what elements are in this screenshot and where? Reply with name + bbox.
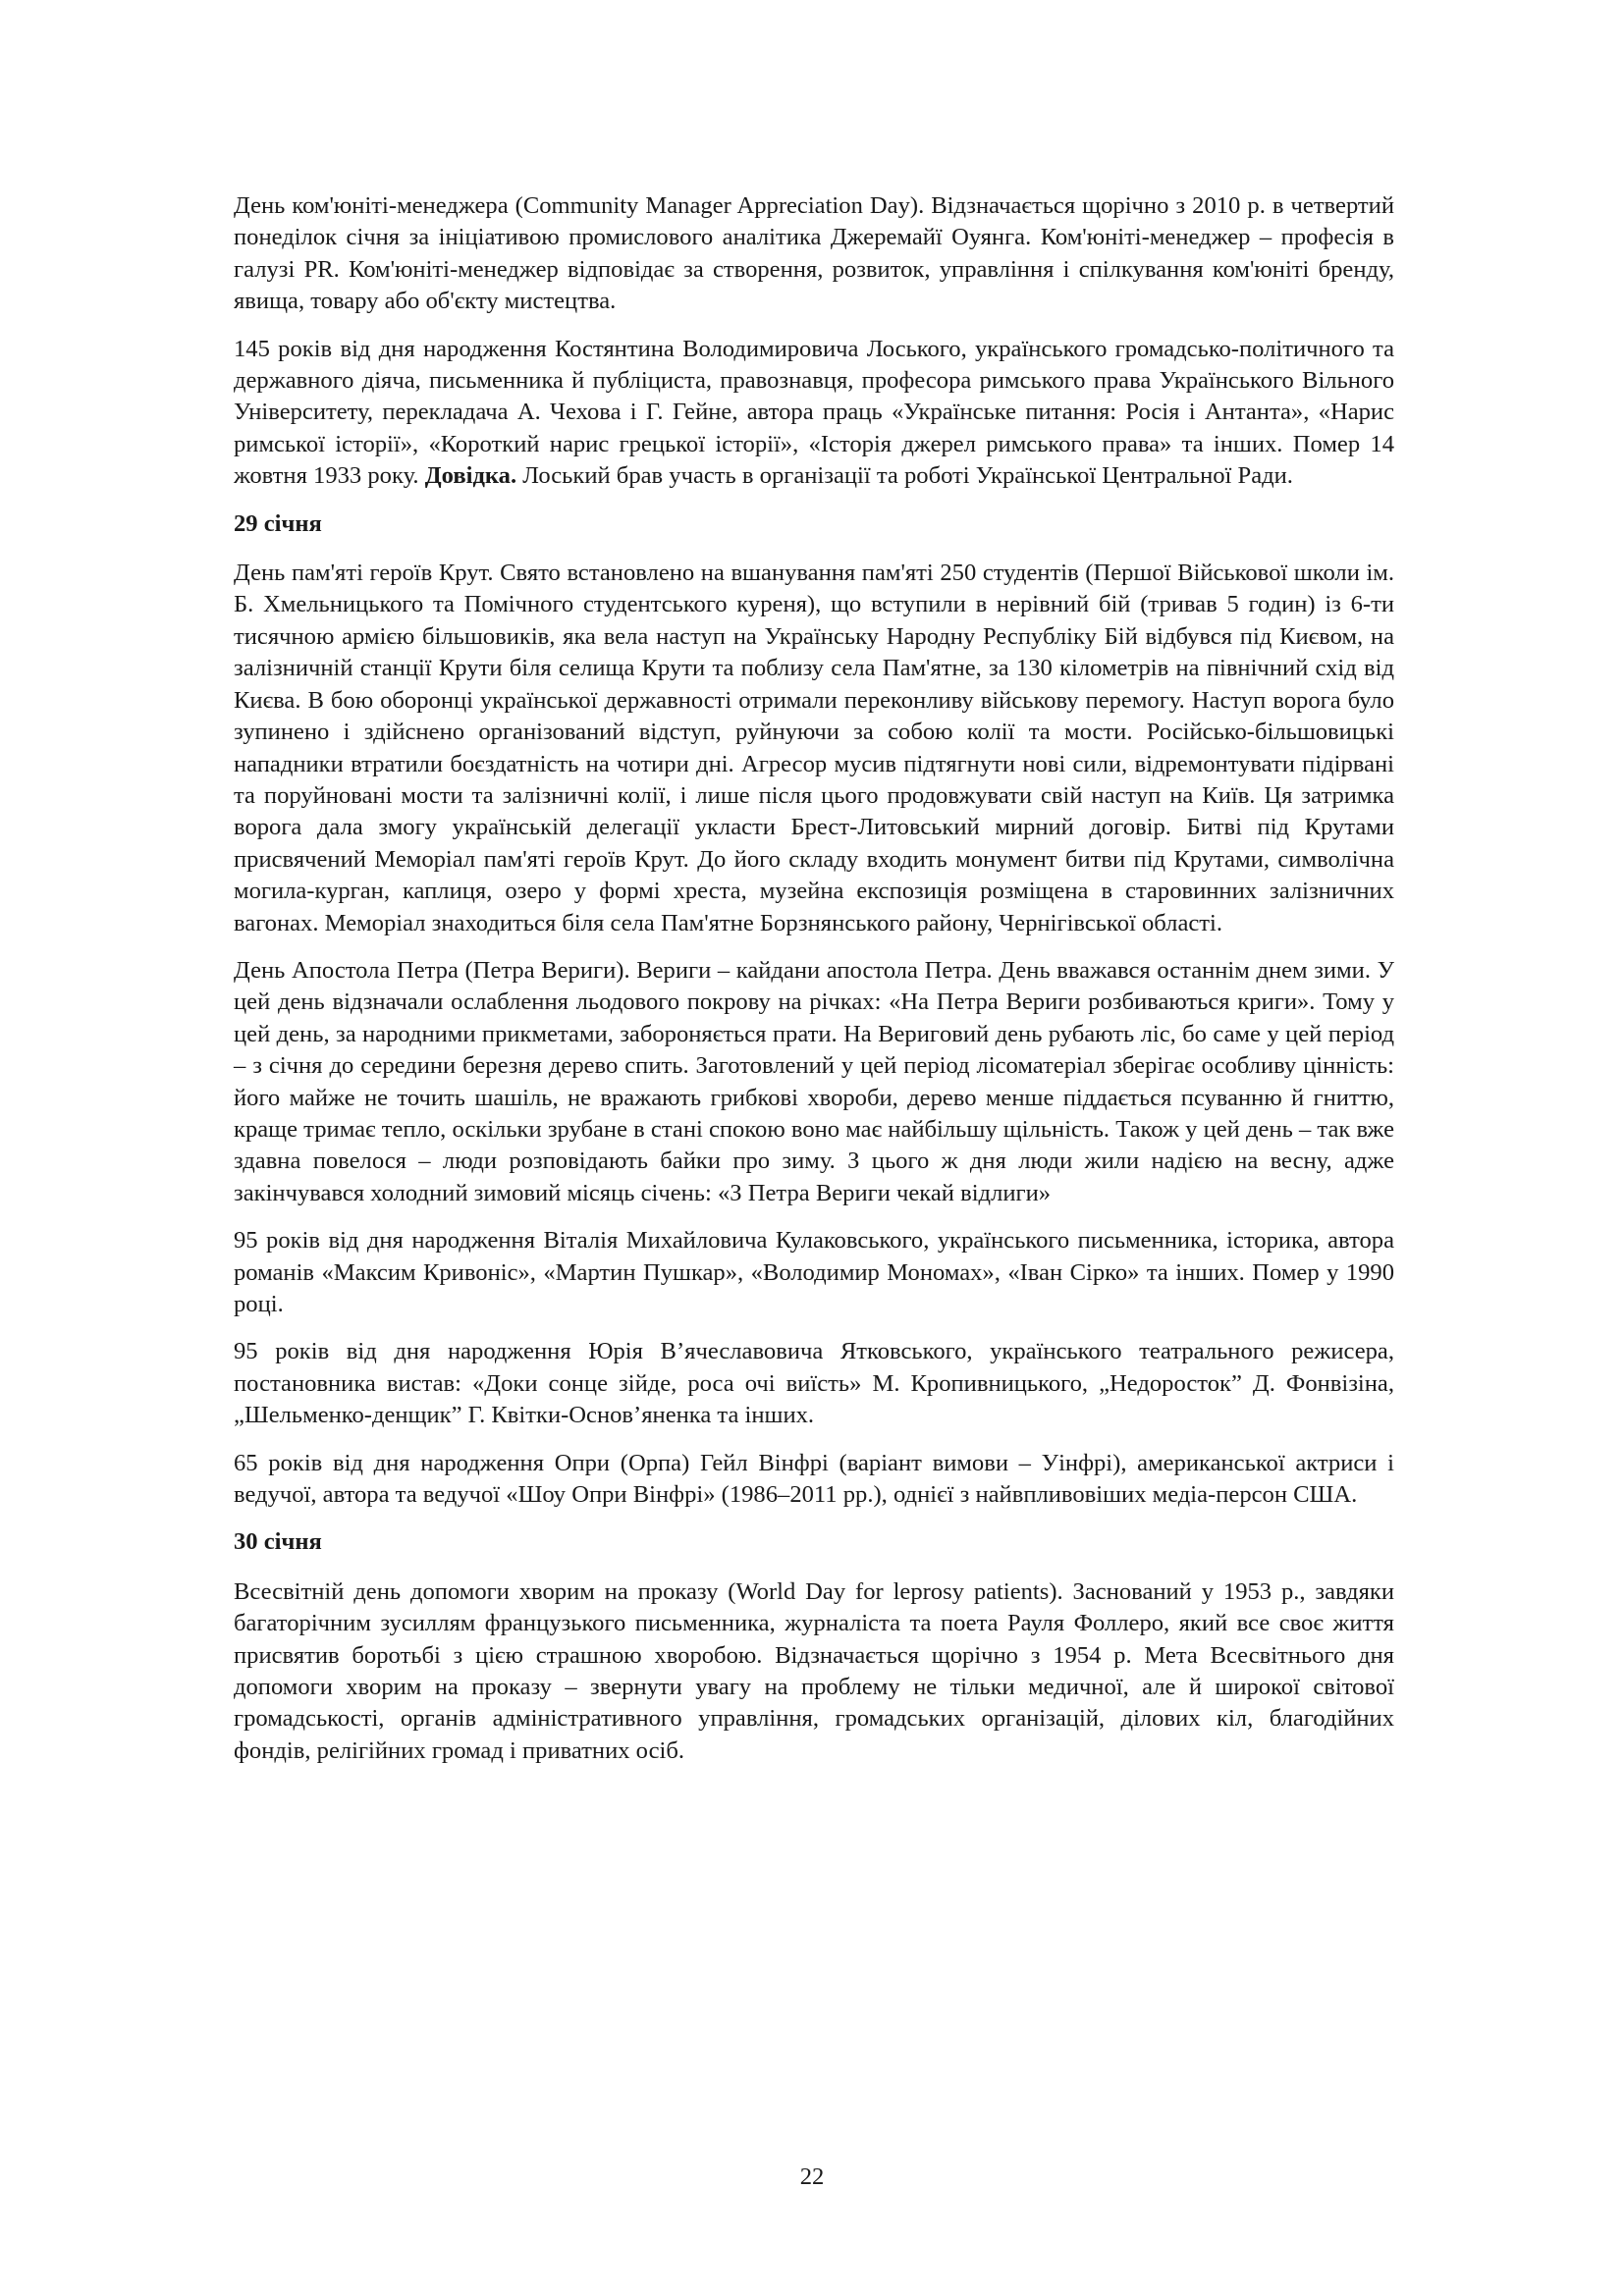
paragraph-kruty-heroes-day: День пам'яті героїв Крут. Свято встановлено на вшанування пам'яті 250 студентів (Першої Військової школи ім. Б. Хмельницького та Помічного студентського куреня), що вступили в нерівний бій (тривав 5 годин) із 6-ти тисячною армією більшовиків, яка вела наступ на Українську Народну Республіку Бій відбувся під Києвом, на залізничній станції Крути біля селища Крути та поблизу села Пам'ятне, за 130 кілометрів на північний схід від Києва. В бою оборонці української державності отримали переконливу військову перемогу. Наступ ворога було зупинено і здійснено організований відступ, руйнуючи за собою колії та мости. Російсько-більшовицькі нападники втратили боєздатність на чотири дні. Агресор мусив підтягнути нові сили, відремонтувати підірвані та поруйновані мости та залізничні колії, і лише після цього продовжувати свій наступ на Київ. Ця затримка ворога дала змогу українській делегації укласти Брест-Литовський мирний договір. Битві під Крутами присвячений Меморіал пам'яті героїв Крут. До його складу входить монумент битви під Крутами, символічна могила-курган, каплиця, озеро у формі хреста, музейна експозиція розміщена в старовинних залізничних вагонах. Меморіал знаходиться біля села Пам'ятне Борзнянського району, Чернігівської області. <box>234 560 1394 936</box>
section-january-30 <box>234 1526 1394 1767</box>
losky-text: 145 років від дня народження Костянтина Володимировича Лоського, українського громадсько-політичного та державного діяча, письменника й публіциста, правознавця, професора римського права Українського Вільного Університету, перекладача А. Чехова і Г. Гейне, автора праць «Українське питання: Росія і Антанта», «Нарис римської історії», «Короткий нарис грецької історії», «Історія джерел римського права» та інших. Помер 14 жовтня 1933 року. <box>234 335 1394 490</box>
date-heading-january-30: 30 січня <box>234 1528 322 1556</box>
paragraph-community-manager-day: День ком'юніті-менеджера (Community Manager Appreciation Day). Відзначається щорічно з 2010 р. в четвертий понеділок січня за ініціативою промислового аналітика Джеремайї Оуянга. Ком'юніті-менеджер – професія в галузі PR. Ком'юніті-менеджер відповідає за створення, розвиток, управління і спілкування ком'юніті бренду, явища, товару або об'єкту мистецтва. <box>234 192 1394 315</box>
paragraph-losky <box>234 334 1394 493</box>
losky-reference-text: Лоський брав участь в організації та роботі Української Центральної Ради. <box>516 462 1293 490</box>
paragraph-apostle-peter-day: День Апостола Петра (Петра Вериги). Вериги – кайдани апостола Петра. День вважався останнім днем зими. У цей день відзначали ослаблення льодового покрову на річках: «На Петра Вериги розбиваються криги». Тому у цей день, за народними прикметами, забороняється прати. На Веригoвий день рубають ліс, бо саме у цей період – з січня до середини березня дерево спить. Заготовлений у цей період лісоматеріал зберігає особливу цінність: його майже не точить шашіль, не вражають грибкові хвороби, дерево менше піддається псуванню й гниттю, краще тримає тепло, оскільки зрубане в стані спокою воно має найбільшу щільність. Також у цей день – так вже здавна повелося – люди розповідають байки про зиму. З цього ж дня люди жили надією на весну, адже закінчувався холодний зимовий місяць січень: «З Петра Вериги чекай відлиги» <box>234 956 1394 1206</box>
page-number: 22 <box>799 2163 825 2190</box>
losky-reference-label: Довідка. <box>424 462 517 490</box>
paragraph-yatkovsky: 95 років від дня народження Юрія В’ячеславовича Ятковського, українського театрального режисера, постановника вистав: «Доки сонце зійде, роса очі виїсть» М. Кропивницького, „Недоросток” Д. Фонвізіна, „Шельменко-денщик” Г. Квітки-Основ’яненка та інших. <box>234 1338 1394 1429</box>
date-heading-january-29: 29 січня <box>234 509 322 537</box>
paragraph-oprah-winfrey: 65 років від дня народження Опри (Орпа) Гейл Вінфрі (варіант вимови – Уінфрі), американської актриси і ведучої, автора та ведучої «Шоу Опри Вінфрі» (1986–2011 рр.), однієї з найвпливовіших медіа-персон США. <box>234 1449 1394 1509</box>
section-january-29 <box>234 508 1394 1512</box>
paragraph-leprosy-day: Всесвітній день допомоги хворим на проказу (World Day for leprosy patients). Заснований у 1953 р., завдяки багаторічним зусиллям французького письменника, журналіста та поета Рауля Фоллеро, який все своє життя присвятив боротьбі з цією страшною хворобою. Відзначається щорічно з 1954 р. Мета Всесвітнього дня допомоги хворим на проказу – звернути увагу на проблему не тільки медичної, але й широкої світової громадськості, органів адміністративного управління, громадських організацій, ділових кіл, благодійних фондів, релігійних громад і приватних осіб. <box>234 1577 1394 1764</box>
paragraph-kulakovsky: 95 років від дня народження Віталія Михайловича Кулаковського, українського письменника, історика, автора романів «Максим Кривоніс», «Мартин Пушкар», «Володимир Мономах», «Іван Сірко» та інших. Помер у 1990 році. <box>234 1227 1394 1317</box>
